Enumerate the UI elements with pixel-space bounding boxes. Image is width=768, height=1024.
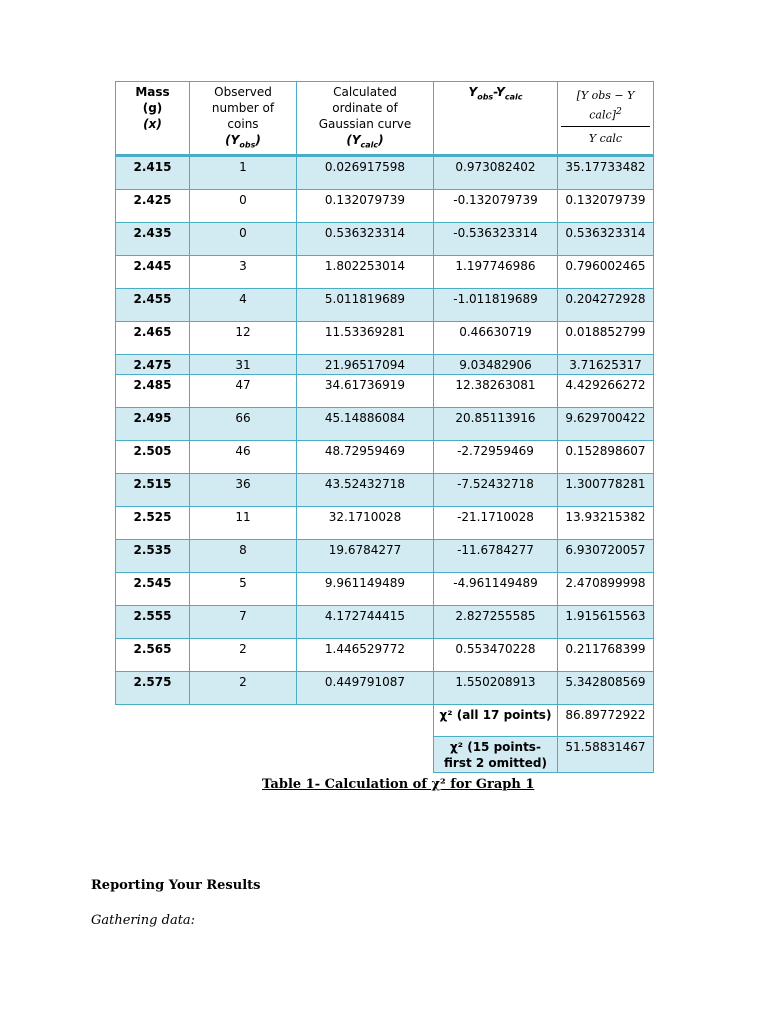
cell-calc: 19.6784277: [297, 540, 434, 573]
cell-diff: -0.132079739: [434, 190, 558, 223]
table-row: [116, 573, 654, 606]
cell-obs: 66: [190, 408, 297, 441]
cell-obs: 8: [190, 540, 297, 573]
cell-mass: 2.555: [116, 606, 190, 639]
cell-chi: 13.93215382: [558, 507, 654, 540]
cell-chi: 1.300778281: [558, 474, 654, 507]
cell-chi: 1.915615563: [558, 606, 654, 639]
cell-calc: 48.72959469: [297, 441, 434, 474]
cell-chi: 0.536323314: [558, 223, 654, 256]
cell-diff: -2.72959469: [434, 441, 558, 474]
formula-exponent: 2: [615, 106, 622, 117]
cell-calc: 9.961149489: [297, 573, 434, 606]
total-spacer: [116, 737, 434, 773]
cell-mass: 2.565: [116, 639, 190, 672]
table-row: [116, 223, 654, 256]
header-observed-symbol: [193, 132, 293, 153]
cell-chi: 3.71625317: [558, 355, 654, 375]
cell-mass: 2.525: [116, 507, 190, 540]
cell-obs: 7: [190, 606, 297, 639]
table-row: [116, 322, 654, 355]
yobs-symbol: (Y: [225, 133, 240, 147]
cell-mass: 2.445: [116, 256, 190, 289]
header-calculated-line2: ordinate of: [332, 101, 398, 115]
cell-mass: 2.515: [116, 474, 190, 507]
cell-obs: 3: [190, 256, 297, 289]
table-row: [116, 441, 654, 474]
header-difference: [434, 82, 558, 156]
cell-obs: 47: [190, 375, 297, 408]
table-header-row: [116, 82, 654, 156]
cell-chi: 0.132079739: [558, 190, 654, 223]
cell-chi: 2.470899998: [558, 573, 654, 606]
diff-sub1: obs: [477, 92, 494, 102]
table-row: [116, 606, 654, 639]
cell-chi: 0.152898607: [558, 441, 654, 474]
ycalc-subscript: calc: [360, 140, 379, 150]
header-mass: [116, 82, 190, 156]
ycalc-symbol: (Y: [346, 133, 361, 147]
total-all-label: χ² (all 17 points): [434, 705, 558, 737]
cell-mass: 2.485: [116, 375, 190, 408]
cell-chi: 6.930720057: [558, 540, 654, 573]
cell-diff: 12.38263081: [434, 375, 558, 408]
table-caption: Table 1- Calculation of χ² for Graph 1: [262, 777, 535, 792]
cell-chi: 0.211768399: [558, 639, 654, 672]
cell-calc: 5.011819689: [297, 289, 434, 322]
cell-mass: 2.475: [116, 355, 190, 375]
table-row: [116, 375, 654, 408]
chi-square-table: [115, 81, 654, 773]
cell-mass: 2.575: [116, 672, 190, 705]
table-row: [116, 156, 654, 190]
cell-calc: 21.96517094: [297, 355, 434, 375]
cell-diff: 9.03482906: [434, 355, 558, 375]
cell-calc: 0.026917598: [297, 156, 434, 190]
cell-diff: -1.011819689: [434, 289, 558, 322]
cell-chi: 4.429266272: [558, 375, 654, 408]
chi-formula-numerator: [561, 88, 650, 127]
cell-diff: 0.46630719: [434, 322, 558, 355]
cell-calc: 4.172744415: [297, 606, 434, 639]
cell-mass: 2.415: [116, 156, 190, 190]
cell-mass: 2.505: [116, 441, 190, 474]
diff-y1: Y: [468, 85, 478, 99]
table-row: [116, 190, 654, 223]
cell-diff: -7.52432718: [434, 474, 558, 507]
cell-obs: 4: [190, 289, 297, 322]
table-row: [116, 408, 654, 441]
header-mass-line2: (g): [142, 101, 163, 115]
cell-diff: 0.553470228: [434, 639, 558, 672]
diff-sub2: calc: [504, 92, 523, 102]
cell-chi: 35.17733482: [558, 156, 654, 190]
total-15-value: 51.58831467: [558, 737, 654, 773]
cell-diff: -11.6784277: [434, 540, 558, 573]
cell-chi: 5.342808569: [558, 672, 654, 705]
cell-calc: 1.802253014: [297, 256, 434, 289]
cell-calc: 0.449791087: [297, 672, 434, 705]
cell-mass: 2.545: [116, 573, 190, 606]
cell-obs: 1: [190, 156, 297, 190]
cell-calc: 45.14886084: [297, 408, 434, 441]
total-15-label: χ² (15 points- first 2 omitted): [434, 737, 558, 773]
cell-chi: 0.018852799: [558, 322, 654, 355]
header-calculated-line1: Calculated: [333, 85, 397, 99]
cell-obs: 2: [190, 639, 297, 672]
cell-obs: 36: [190, 474, 297, 507]
cell-obs: 2: [190, 672, 297, 705]
header-observed-line2: number of: [211, 101, 275, 115]
cell-calc: 0.536323314: [297, 223, 434, 256]
cell-mass: 2.435: [116, 223, 190, 256]
cell-obs: 5: [190, 573, 297, 606]
cell-mass: 2.495: [116, 408, 190, 441]
cell-obs: 0: [190, 223, 297, 256]
cell-diff: 20.85113916: [434, 408, 558, 441]
cell-diff: 1.550208913: [434, 672, 558, 705]
table-row: [116, 474, 654, 507]
table-row: [116, 289, 654, 322]
ycalc-close: ): [378, 133, 384, 147]
cell-diff: 1.197746986: [434, 256, 558, 289]
subsection-heading: Gathering data:: [91, 913, 196, 928]
cell-obs: 11: [190, 507, 297, 540]
yobs-close: ): [255, 133, 261, 147]
cell-diff: -21.1710028: [434, 507, 558, 540]
table-row: [116, 540, 654, 573]
header-observed: [190, 82, 297, 156]
cell-mass: 2.535: [116, 540, 190, 573]
total-row-all: [116, 705, 654, 737]
header-observed-line3: coins: [227, 117, 259, 131]
cell-obs: 12: [190, 322, 297, 355]
cell-calc: 34.61736919: [297, 375, 434, 408]
header-calculated-line3: Gaussian curve: [318, 117, 412, 131]
cell-mass: 2.425: [116, 190, 190, 223]
total-all-value: 86.89772922: [558, 705, 654, 737]
cell-diff: -4.961149489: [434, 573, 558, 606]
table-row: [116, 355, 654, 375]
header-mass-line3: (x): [143, 117, 162, 131]
cell-calc: 11.53369281: [297, 322, 434, 355]
diff-mid: -Y: [493, 85, 505, 99]
cell-diff: 0.973082402: [434, 156, 558, 190]
cell-diff: -0.536323314: [434, 223, 558, 256]
cell-calc: 1.446529772: [297, 639, 434, 672]
header-calculated-symbol: [300, 132, 430, 153]
cell-mass: 2.465: [116, 322, 190, 355]
table-row: [116, 639, 654, 672]
formula-num-text: [Y obs − Y calc]: [576, 89, 635, 122]
header-calculated: [297, 82, 434, 156]
table-row: [116, 672, 654, 705]
cell-obs: 0: [190, 190, 297, 223]
header-observed-line1: Observed: [214, 85, 272, 99]
total-row-15: [116, 737, 654, 773]
chi-formula: [561, 88, 650, 147]
cell-chi: 0.796002465: [558, 256, 654, 289]
header-mass-line1: Mass: [135, 85, 170, 99]
chi-formula-denominator: Y calc: [588, 131, 623, 145]
cell-calc: 0.132079739: [297, 190, 434, 223]
cell-diff: 2.827255585: [434, 606, 558, 639]
cell-calc: 43.52432718: [297, 474, 434, 507]
total-spacer: [116, 705, 434, 737]
section-heading: Reporting Your Results: [91, 878, 261, 893]
cell-chi: 0.204272928: [558, 289, 654, 322]
cell-mass: 2.455: [116, 289, 190, 322]
table-row: [116, 507, 654, 540]
cell-chi: 9.629700422: [558, 408, 654, 441]
yobs-subscript: obs: [239, 140, 256, 150]
cell-obs: 46: [190, 441, 297, 474]
cell-calc: 32.1710028: [297, 507, 434, 540]
header-chi-formula: [558, 82, 654, 156]
table-row: [116, 256, 654, 289]
cell-obs: 31: [190, 355, 297, 375]
